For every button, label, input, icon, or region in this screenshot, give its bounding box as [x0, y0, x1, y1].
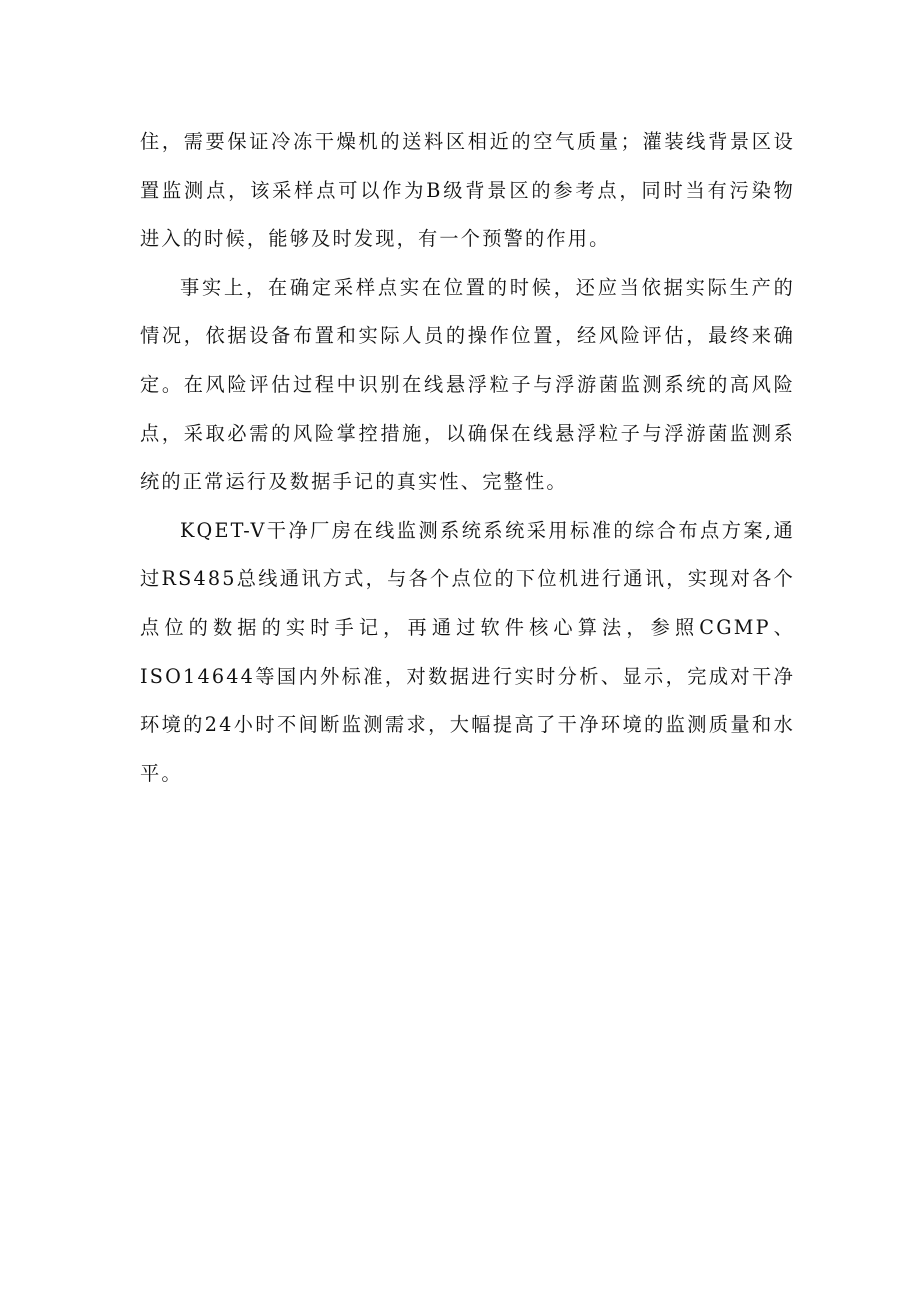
paragraph-sampling-point-risk: 事实上，在确定采样点实在位置的时候，还应当依据实际生产的情况，依据设备布置和实际人员的操作位置，经风险评估，最终来确定。在风险评估过程中识别在线悬浮粒子与浮游菌监测系统的高风险点，采取必需的风险掌控措施，以确保在线悬浮粒子与浮游菌监测系统的正常运行及数据手记的真实性、完整性。	[140, 275, 795, 494]
paragraph-continued: 住，需要保证冷冻干燥机的送料区相近的空气质量；灌装线背景区设置监测点，该采样点可以作为B级背景区的参考点，同时当有污染物进入的时候，能够及时发现，有一个预警的作用。	[140, 130, 795, 251]
paragraph-kqet-system: KQET-V干净厂房在线监测系统系统采用标准的综合布点方案,通过RS485总线通讯方式，与各个点位的下位机进行通讯，实现对各个点位的数据的实时手记，再通过软件核心算法，参照CGMP、ISO14644等国内外标准，对数据进行实时分析、显示，完成对干净环境的24小时不间断监测需求，大幅提高了干净环境的监测质量和水平。	[140, 518, 795, 785]
document-body	[140, 118, 795, 798]
